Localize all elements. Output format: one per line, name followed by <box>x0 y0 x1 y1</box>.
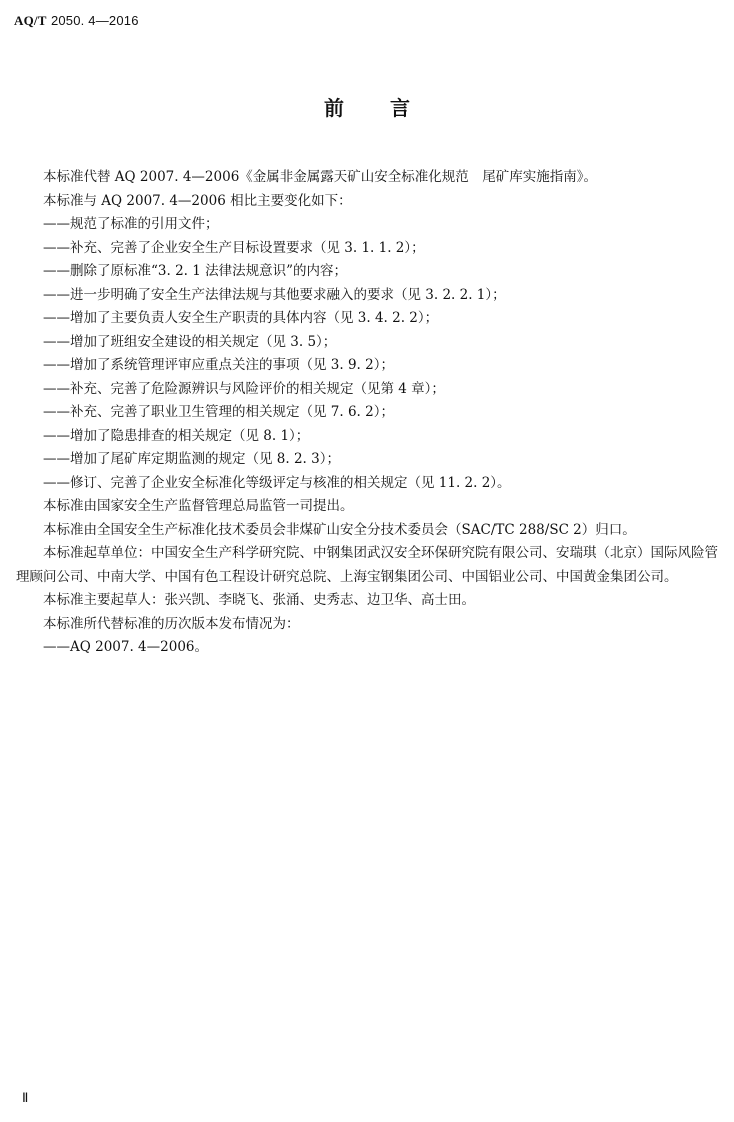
list-item: ——增加了主要负责人安全生产职责的具体内容（见 3. 4. 2. 2）； <box>43 310 439 326</box>
page-number: Ⅱ <box>22 1090 29 1105</box>
list-item: ——增加了系统管理评审应重点关注的事项（见 3. 9. 2）； <box>43 357 394 373</box>
page-title: 前言 <box>324 96 456 120</box>
list-item: ——修订、完善了企业安全标准化等级评定与核准的相关规定（见 11. 2. 2）。 <box>43 474 511 491</box>
paragraph-proposer: 本标准由国家安全生产监督管理总局监管一司提出。 <box>43 498 354 514</box>
list-item: ——增加了尾矿库定期监测的规定（见 8. 2. 3）； <box>43 451 340 467</box>
list-item: ——补充、完善了职业卫生管理的相关规定（见 7. 6. 2）； <box>43 404 394 420</box>
standard-code: AQ/T <box>14 13 47 28</box>
foreword-body <box>16 166 718 660</box>
paragraph-changes-intro: 本标准与 AQ 2007. 4—2006 相比主要变化如下： <box>43 192 352 209</box>
list-item: ——规范了标准的引用文件； <box>43 216 219 232</box>
standard-header <box>14 13 139 29</box>
list-item: ——补充、完善了企业安全生产目标设置要求（见 3. 1. 1. 2）； <box>43 239 425 256</box>
paragraph-responsible-committee: 本标准由全国安全生产标准化技术委员会非煤矿山安全分技术委员会（SAC/TC 288/SC 2）归口。 <box>43 521 636 538</box>
list-item: ——进一步明确了安全生产法律法规与其他要求融入的要求（见 3. 2. 2. 1）； <box>43 286 506 303</box>
list-item: ——增加了班组安全建设的相关规定（见 3. 5）； <box>43 333 337 350</box>
paragraph-drafting-units: 本标准起草单位：中国安全生产科学研究院、中钢集团武汉安全环保研究院有限公司、安瑞琪（北京）国际风险管理顾问公司、中南大学、中国有色工程设计研究总院、上海宝钢集团公司、中国铝业公司、中国黄金集团公司。 <box>16 545 718 585</box>
paragraph-drafters: 本标准主要起草人：张兴凯、李晓飞、张涌、史秀志、边卫华、高士田。 <box>43 592 475 608</box>
paragraph-history-intro: 本标准所代替标准的历次版本发布情况为： <box>43 615 300 632</box>
standard-number: 2050. 4—2016 <box>50 13 139 28</box>
list-item: ——补充、完善了危险源辨识与风险评价的相关规定（见第 4 章）； <box>43 380 445 397</box>
list-item: ——删除了原标准“3. 2. 1 法律法规意识”的内容； <box>43 263 348 279</box>
list-item: ——增加了隐患排查的相关规定（见 8. 1）； <box>43 427 310 444</box>
list-item: ——AQ 2007. 4—2006。 <box>43 639 208 655</box>
paragraph-replacement: 本标准代替 AQ 2007. 4—2006《金属非金属露天矿山安全标准化规范 尾矿库实施指南》。 <box>43 169 598 185</box>
